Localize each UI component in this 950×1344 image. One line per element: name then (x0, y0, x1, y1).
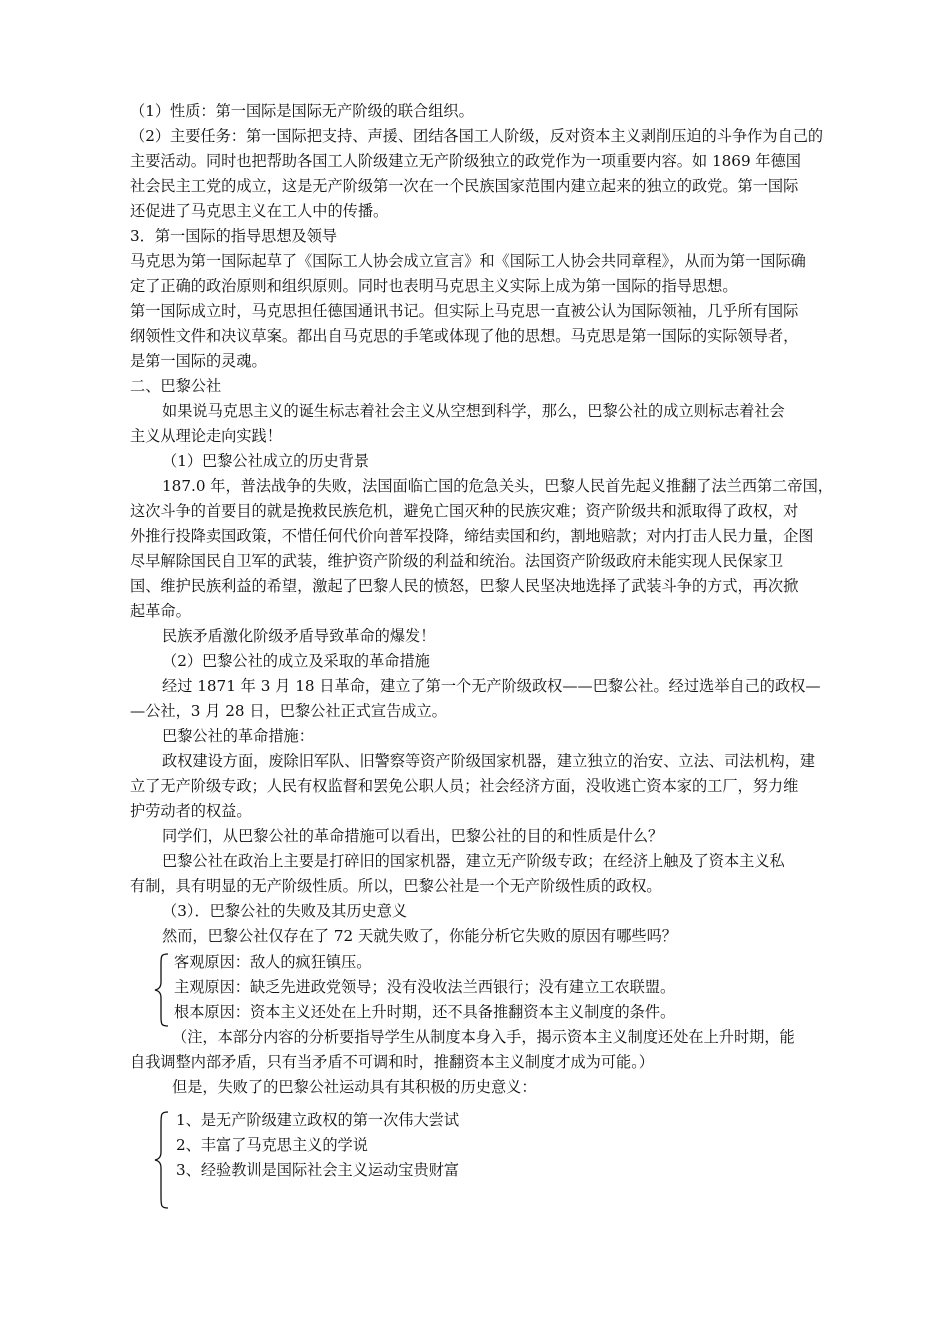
note-line: （注，本部分内容的分析要指导学生从制度本身入手，揭示资本主义制度还处在上升时期，能 (172, 1028, 795, 1046)
list-item: 根本原因：资本主义还处在上升时期，还不具备推翻资本主义制度的条件。 (174, 1003, 676, 1021)
left-brace-icon (153, 1110, 171, 1210)
text-line: 纲领性文件和决议草案。都出自马克思的手笔或体现了他的思想。马克思是第一国际的实际领导者， (130, 327, 799, 345)
text-line: 社会民主工党的成立，这是无产阶级第一次在一个民族国家范围内建立起来的独立的政党。第一国际 (130, 177, 799, 195)
text-line: 还促进了马克思主义在工人中的传播。 (130, 202, 389, 220)
text-line: 第一国际成立时，马克思担任德国通讯书记。但实际上马克思一直被公认为国际领袖，几乎所有国际 (130, 302, 799, 320)
section-heading: 3．第一国际的指导思想及领导 (130, 227, 338, 245)
text-line: 经过 1871 年 3 月 18 日革命，建立了第一个无产阶级政权——巴黎公社。经过选举自己的政权— (162, 677, 821, 695)
text-line: 民族矛盾激化阶级矛盾导致革命的爆发！ (162, 627, 436, 645)
subsection-heading: （1）巴黎公社成立的历史背景 (162, 452, 370, 470)
text-line: （2）主要任务：第一国际把支持、声援、团结各国工人阶级，反对资本主义剥削压迫的斗争作为自己的 (130, 127, 824, 145)
text-line: 但是，失败了的巴黎公社运动具有其积极的历史意义： (172, 1078, 537, 1096)
text-line: 巴黎公社的革命措施： (162, 727, 314, 745)
text-line: 是第一国际的灵魂。 (130, 352, 267, 370)
subsection-heading: （3）．巴黎公社的失败及其历史意义 (162, 902, 408, 920)
text-line: （1）性质：第一国际是国际无产阶级的联合组织。 (130, 102, 474, 120)
text-line: 主义从理论走向实践！ (130, 427, 282, 445)
text-line: 同学们，从巴黎公社的革命措施可以看出，巴黎公社的目的和性质是什么？ (162, 827, 664, 845)
text-line: 护劳动者的权益。 (130, 802, 252, 820)
text-line: —公社，3 月 28 日，巴黎公社正式宣告成立。 (130, 702, 447, 720)
section-heading: 二、巴黎公社 (130, 377, 222, 395)
text-line: 主要活动。同时也把帮助各国工人阶级建立无产阶级独立的政党作为一项重要内容。如 1869 年德国 (130, 152, 801, 170)
note-line: 自我调整内部矛盾，只有当矛盾不可调和时，推翻资本主义制度才成为可能。） (130, 1053, 654, 1071)
text-line: 国、维护民族利益的希望，激起了巴黎人民的愤怒，巴黎人民坚决地选择了武装斗争的方式，再次掀 (130, 577, 799, 595)
subsection-heading: （2）巴黎公社的成立及采取的革命措施 (162, 652, 430, 670)
text-line: 这次斗争的首要目的就是挽救民族危机，避免亡国灭种的民族灾难；资产阶级共和派取得了政权，对 (130, 502, 799, 520)
list-item: 1、是无产阶级建立政权的第一次伟大尝试 (176, 1111, 460, 1129)
text-line: 立了无产阶级专政；人民有权监督和罢免公职人员；社会经济方面，没收逃亡资本家的工厂，努力维 (130, 777, 799, 795)
list-item: 3、经验教训是国际社会主义运动宝贵财富 (176, 1161, 460, 1179)
list-item: 主观原因：缺乏先进政党领导；没有没收法兰西银行；没有建立工农联盟。 (174, 978, 676, 996)
text-line: 政权建设方面，废除旧军队、旧警察等资产阶级国家机器，建立独立的治安、立法、司法机构，建 (162, 752, 816, 770)
left-brace-icon (153, 952, 171, 1028)
text-line: 尽早解除国民自卫军的武装，维护资产阶级的利益和统治。法国资产阶级政府未能实现人民保家卫 (130, 552, 784, 570)
text-line: 起革命。 (130, 602, 191, 620)
text-line: 有制，具有明显的无产阶级性质。所以，巴黎公社是一个无产阶级性质的政权。 (130, 877, 662, 895)
text-line: 如果说马克思主义的诞生标志着社会主义从空想到科学，那么，巴黎公社的成立则标志着社会 (162, 402, 785, 420)
text-line: 外推行投降卖国政策，不惜任何代价向普军投降，缔结卖国和约，割地赔款；对内打击人民力量，企图 (130, 527, 814, 545)
text-line: 然而，巴黎公社仅存在了 72 天就失败了，你能分析它失败的原因有哪些吗？ (162, 927, 677, 945)
list-item: 2、丰富了马克思主义的学说 (176, 1136, 368, 1154)
text-line: 187.0 年，普法战争的失败，法国面临亡国的危急关头，巴黎人民首先起义推翻了法兰西第二帝国， (162, 477, 833, 495)
text-line: 巴黎公社在政治上主要是打碎旧的国家机器，建立无产阶级专政；在经济上触及了资本主义私 (162, 852, 785, 870)
text-line: 马克思为第一国际起草了《国际工人协会成立宣言》和《国际工人协会共同章程》，从而为第一国际确 (130, 252, 806, 270)
list-item: 客观原因：敌人的疯狂镇压。 (174, 953, 372, 971)
text-line: 定了正确的政治原则和组织原则。同时也表明马克思主义实际上成为第一国际的指导思想。 (130, 277, 738, 295)
